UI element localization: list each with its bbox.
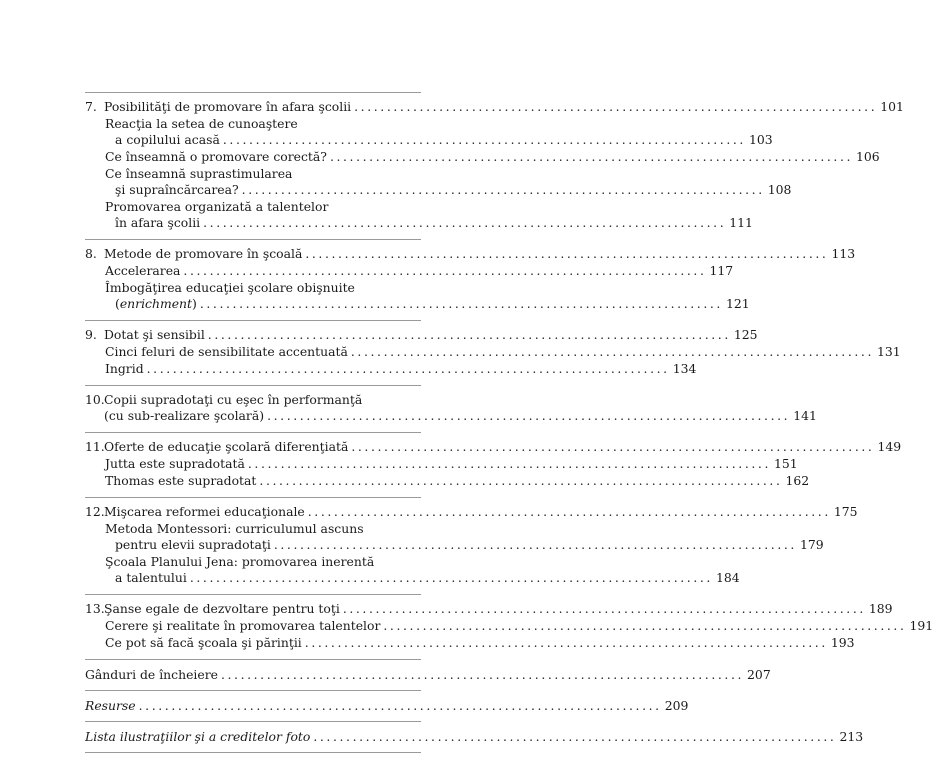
table-of-contents [85,92,933,753]
page-number: 151 [773,456,798,471]
page-number: 131 [876,344,901,359]
entry-title: a talentului [115,570,187,585]
chapter-number: 13. [85,601,105,616]
dot-leader: ................................................................................ [273,537,797,552]
chapter-number: 10. [85,392,105,407]
toc-entry [105,521,824,553]
page-number: 101 [880,99,904,114]
entry-title-line1: Îmbogăţirea educaţiei şcolare obişnuite [105,280,355,295]
entry-title: şi supraîncărcarea? [115,182,239,197]
chapter-title: Mişcarea reformei educaţionale [104,504,305,519]
dot-leader: ................................................................................ [183,263,707,278]
dot-leader: ................................................................................ [207,327,731,342]
toc-chapter-10 [85,386,817,433]
entry-title-line1: Promovarea organizată a talentelor [105,199,329,214]
dot-leader: ................................................................................ [304,635,828,650]
toc-entry [105,344,901,360]
toc-endmatter-resources [85,691,689,722]
entry-title-line1: Ce înseamnă suprastimularea [105,166,293,181]
page-number: 209 [664,698,689,713]
toc-entry [105,116,773,148]
page-number: 121 [725,296,750,311]
entry-title: Cinci feluri de sensibilitate accentuată [105,344,348,359]
page-number: 213 [839,729,864,744]
entry-title: Jutta este supradotată [105,456,245,471]
page-number: 141 [793,408,817,423]
toc-entry [105,618,933,634]
toc-entry [105,361,697,377]
entry-title: (enrichment) [115,296,197,311]
page-number: 117 [709,263,734,278]
toc-entry [105,554,740,586]
toc-entry [105,635,855,651]
dot-leader: ................................................................................ [342,601,866,616]
dot-leader: ................................................................................ [267,408,791,423]
entry-title: Cerere şi realitate în promovarea talentelor [105,618,381,633]
toc-entry [105,166,792,198]
toc-entry [105,473,810,489]
toc-chapter-8 [85,240,856,321]
entry-title: a copilului acasă [115,132,220,147]
page-number: 179 [799,537,824,552]
toc-chapter-9 [85,321,901,386]
page-number: 149 [877,439,902,454]
page-number: 125 [733,327,758,342]
toc-chapter-11 [85,433,902,498]
page-number: 191 [909,618,933,633]
entry-title: Ingrid [105,361,144,376]
dot-leader: ................................................................................ [138,698,662,713]
dot-leader: ................................................................................ [259,473,783,488]
entry-title-line1: Reacţia la setea de cunoaştere [105,116,298,131]
page-number: 108 [767,182,792,197]
entry-title: Accelerarea [105,263,181,278]
entry-title-line1: Şcoala Planului Jena: promovarea inerentă [105,554,375,569]
page-number: 193 [830,635,855,650]
page-number: 162 [785,473,810,488]
chapter-number: 9. [85,327,97,342]
entry-title: în afara şcolii [115,215,201,230]
page-number: 207 [747,667,771,682]
dot-leader: ................................................................................ [383,618,907,633]
entry-title: pentru elevii supradotaţi [115,537,271,552]
entry-title: Ce înseamnă o promovare corectă? [105,149,327,164]
page-number: 113 [831,246,856,261]
chapter-title: Oferte de educaţie şcolară diferenţiată [104,439,349,454]
toc-chapter-12 [85,498,858,595]
dot-leader: ................................................................................ [220,667,745,682]
page-number: 175 [833,504,858,519]
chapter-title-line1: Copii supradotaţi cu eşec în performanţă [104,392,363,407]
dot-leader: ................................................................................ [350,344,874,359]
dot-leader: ................................................................................ [222,132,746,147]
endmatter-title: Resurse [85,698,136,713]
dot-leader: ................................................................................ [199,296,723,311]
toc-entry [105,149,880,165]
entry-title: Ce pot să facă şcoala şi părinţii [105,635,302,650]
toc-entry [105,263,734,279]
page-number: 134 [672,361,697,376]
toc-chapter-13 [85,595,933,660]
dot-leader: ................................................................................ [146,361,670,376]
page-number: 111 [729,215,753,230]
page-number: 189 [868,601,893,616]
chapter-title: (cu sub-realizare şcolară) [104,408,265,423]
chapter-title: Şanse egale de dezvoltare pentru toţi [104,601,340,616]
entry-title-italic: enrichment [119,296,193,311]
toc-entry [105,199,753,231]
chapter-number: 12. [85,504,105,519]
dot-leader: ................................................................................ [313,729,837,744]
endmatter-title: Gânduri de încheiere [85,667,218,682]
dot-leader: ................................................................................ [307,504,831,519]
chapter-number: 8. [85,246,97,261]
entry-title-line1: Metoda Montessori: curriculumul ascuns [105,521,364,536]
page-number: 103 [748,132,773,147]
toc-chapter-7 [85,92,904,240]
dot-leader: ................................................................................ [305,246,829,261]
chapter-title: Dotat şi sensibil [104,327,205,342]
toc-endmatter-conclusion [85,660,771,691]
dot-leader: ................................................................................ [203,215,727,230]
page-number: 184 [715,570,740,585]
toc-entry [105,456,798,472]
dot-leader: ................................................................................ [329,149,854,164]
chapter-title: Posibilităţi de promovare în afara şcolii [104,99,352,114]
entry-title: Thomas este supradotat [105,473,257,488]
toc-entry [105,280,750,312]
dot-leader: ................................................................................ [351,439,875,454]
page-number: 106 [856,149,880,164]
dot-leader: ................................................................................ [247,456,771,471]
dot-leader: ................................................................................ [189,570,713,585]
chapter-title: Metode de promovare în şcoală [104,246,303,261]
chapter-number: 11. [85,439,105,454]
toc-endmatter-illustrations [85,722,864,753]
chapter-number: 7. [85,99,97,114]
dot-leader: ................................................................................ [241,182,765,197]
dot-leader: ................................................................................ [354,99,878,114]
endmatter-title: Lista ilustraţiilor şi a creditelor foto [85,729,311,744]
